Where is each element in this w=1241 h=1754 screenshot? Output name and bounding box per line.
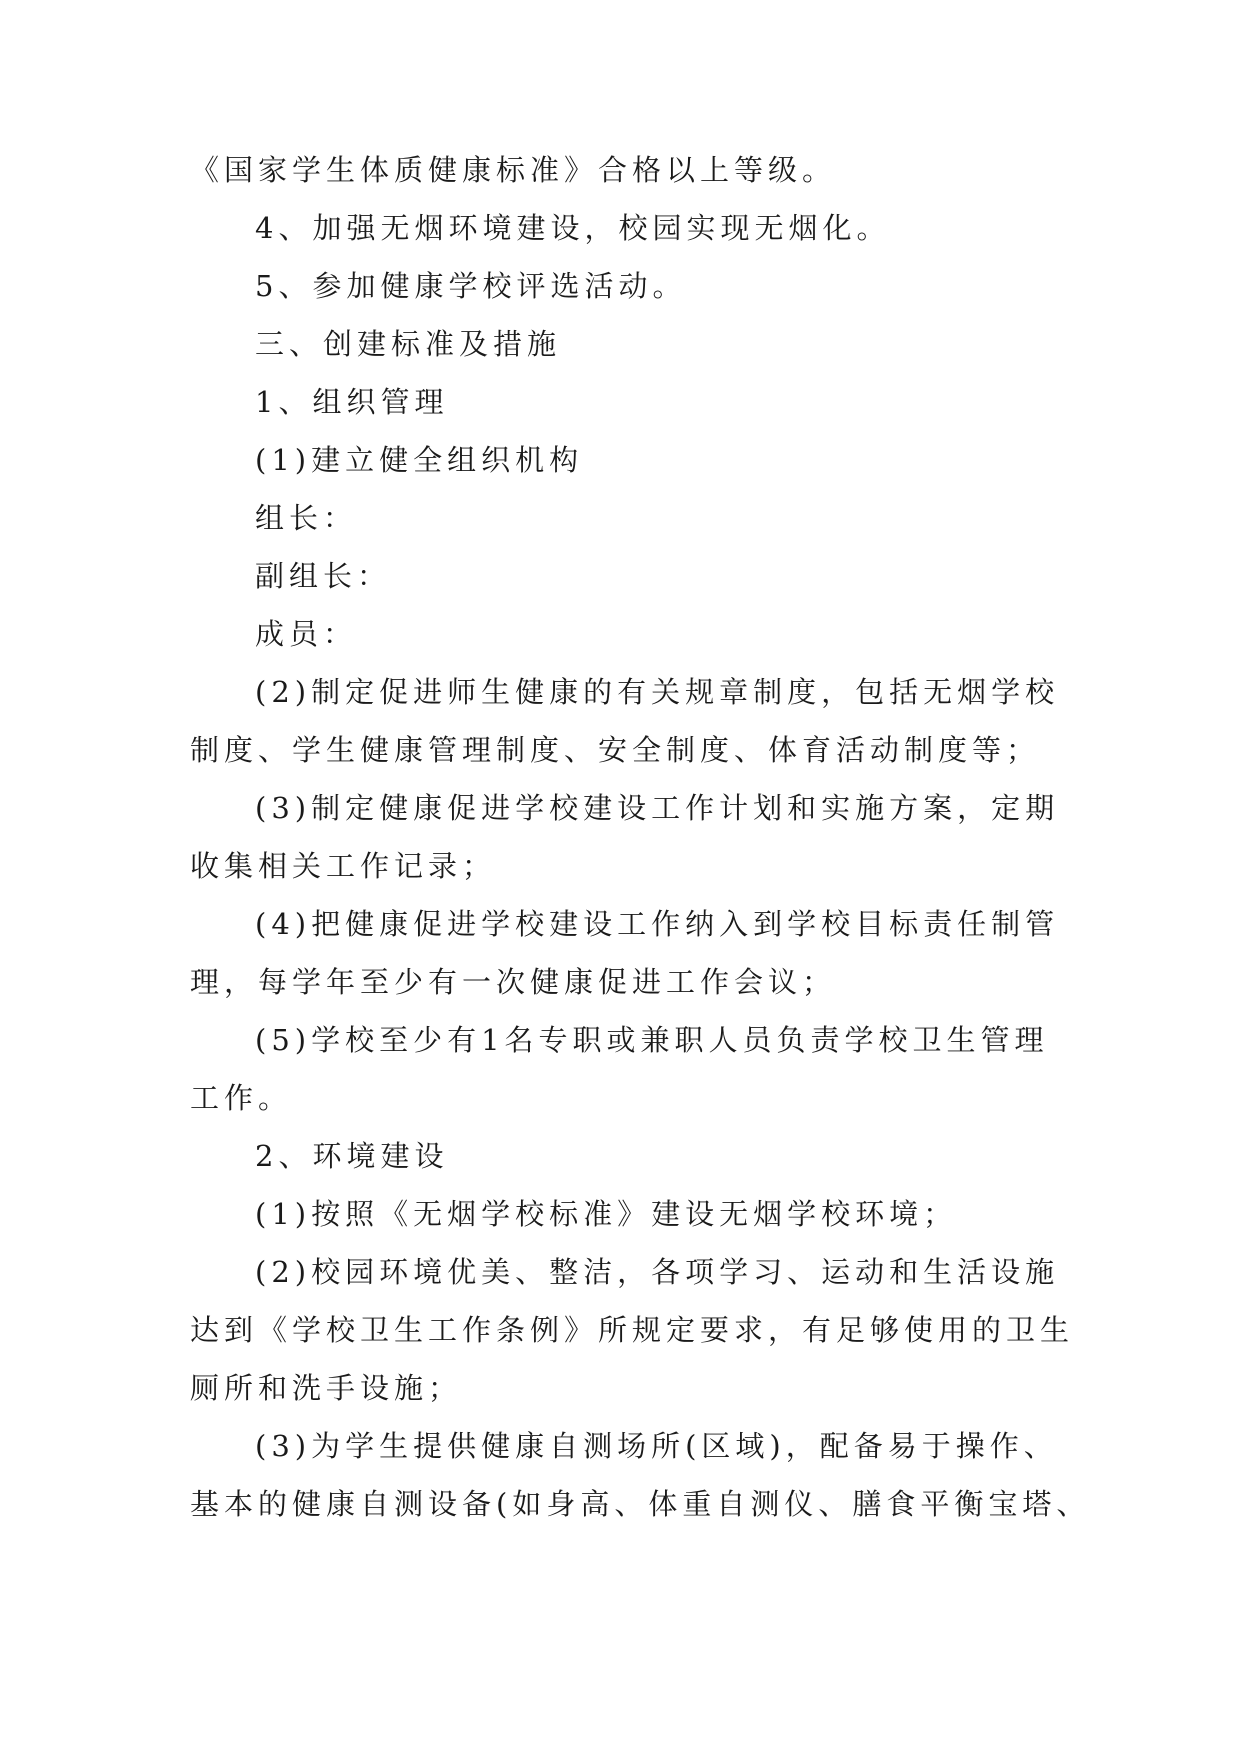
text-line: 5、参加健康学校评选活动。: [255, 269, 687, 303]
text-line: 工作。: [190, 1081, 293, 1115]
text-line: (2)制定促进师生健康的有关规章制度，包括无烟学校: [255, 675, 1060, 709]
text-line: 厕所和洗手设施；: [190, 1371, 463, 1405]
text-line: (1)按照《无烟学校标准》建设无烟学校环境；: [255, 1197, 958, 1231]
text-line: 《国家学生体质健康标准》合格以上等级。: [190, 153, 837, 187]
text-line: (3)制定健康促进学校建设工作计划和实施方案，定期: [255, 791, 1060, 825]
subsection-heading: 1、组织管理: [255, 385, 449, 419]
text-line: 收集相关工作记录；: [190, 849, 497, 883]
text-line: (5)学校至少有1名专职或兼职人员负责学校卫生管理: [255, 1023, 1049, 1057]
text-line: (4)把健康促进学校建设工作纳入到学校目标责任制管: [255, 907, 1060, 941]
text-line: (2)校园环境优美、整洁，各项学习、运动和生活设施: [255, 1255, 1060, 1289]
text-line: (1)建立健全组织机构: [255, 443, 584, 477]
text-line: 理，每学年至少有一次健康促进工作会议；: [190, 965, 837, 999]
text-line: 组长：: [255, 501, 358, 535]
text-line: 制度、学生健康管理制度、安全制度、体育活动制度等；: [190, 733, 1041, 767]
text-line: (3)为学生提供健康自测场所(区域)，配备易于操作、: [255, 1429, 1058, 1463]
section-heading: 三、创建标准及措施: [255, 327, 562, 361]
text-line: 基本的健康自测设备(如身高、体重自测仪、膳食平衡宝塔、: [190, 1487, 1091, 1521]
text-line: 副组长：: [255, 559, 392, 593]
text-line: 成员：: [255, 617, 358, 651]
text-line: 达到《学校卫生工作条例》所规定要求，有足够使用的卫生: [190, 1313, 1075, 1347]
text-line: 4、加强无烟环境建设，校园实现无烟化。: [255, 211, 891, 245]
subsection-heading: 2、环境建设: [255, 1139, 449, 1173]
